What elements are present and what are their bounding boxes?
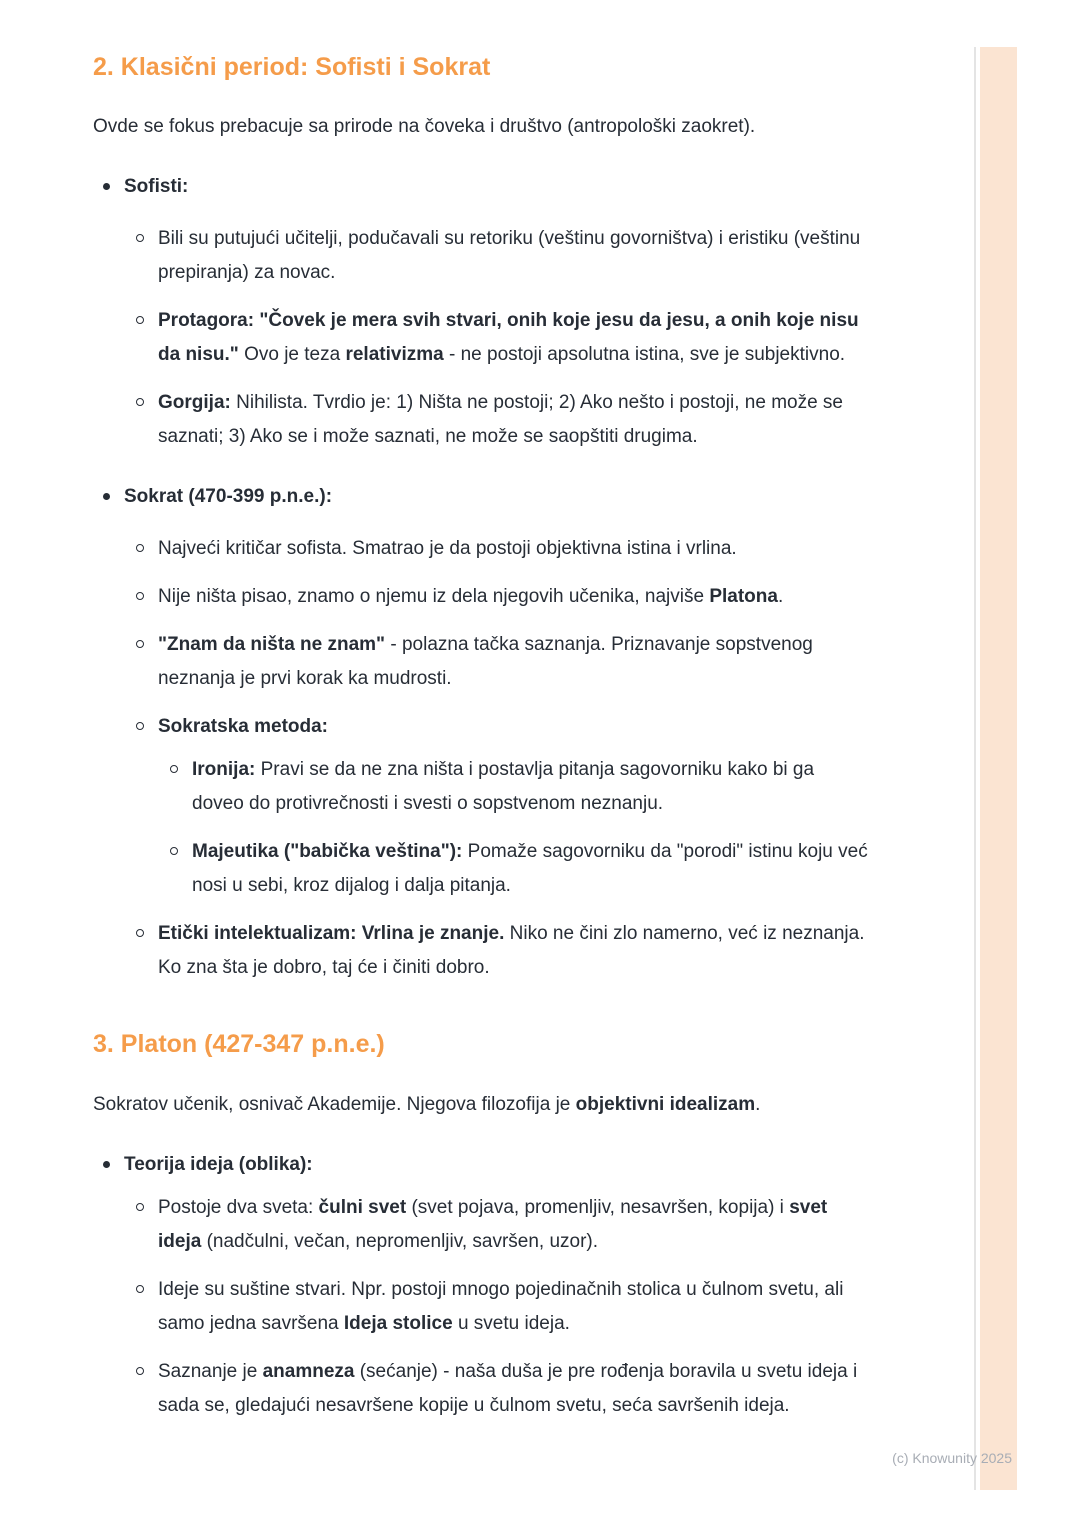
section-2-intro-paragraph: Ovde se fokus prebacuje sa prirode na čoveka i društvo (antropološki zaokret).: [93, 116, 756, 137]
list-item-text: [158, 532, 868, 566]
list-item-sofisti: [93, 170, 868, 204]
circle-bullet-icon: [136, 929, 144, 937]
circle-bullet-icon: [136, 316, 144, 324]
text-segment: (nadčulni, večan, nepromenljiv, savršen, uzor).: [201, 1231, 599, 1252]
circle-bullet-icon: [136, 1285, 144, 1293]
list-item-znam-da-nista-ne-znam: [93, 628, 868, 696]
list-item-sokrat: [93, 480, 868, 514]
list-item-teorija-ideja: [93, 1148, 868, 1182]
list-item-text: [124, 480, 868, 514]
circle-bullet-icon: [136, 592, 144, 600]
list-item-text: [158, 917, 868, 985]
text-segment: Etički intelektualizam: Vrlina je znanje.: [158, 923, 505, 944]
list-item-text: [124, 1148, 868, 1182]
list-item-dva-sveta: [93, 1191, 868, 1259]
text-segment: svet ideja: [158, 1197, 828, 1252]
list-item-text: [158, 304, 868, 372]
list-item-anamneza: [93, 1355, 868, 1423]
circle-bullet-icon: [136, 640, 144, 648]
list-item-text: [158, 580, 868, 614]
text-segment: Pravi se da ne zna ništa i postavlja pitanja sagovorniku kako bi ga doveo do protivrečnosti i svesti o sopstvenom neznanju.: [192, 759, 815, 814]
circle-bullet-icon: [136, 398, 144, 406]
text-segment: Ironija:: [192, 759, 256, 780]
bullet-icon: [103, 493, 110, 500]
text-segment: Sokratska metoda:: [158, 716, 329, 737]
text-segment: Majeutika ("babička veština"):: [192, 841, 463, 862]
text-segment: Postoje dva sveta:: [158, 1197, 319, 1218]
text-segment: Najveći kritičar sofista. Smatrao je da postoji objektivna istina i vrlina.: [158, 538, 737, 559]
list-item-majeutika: [93, 835, 868, 903]
text-segment: u svetu ideja.: [452, 1313, 570, 1334]
list-item-sokratska-metoda: [93, 710, 868, 744]
list-item-text: [158, 710, 868, 744]
list-item-ideja-stolice: [93, 1273, 868, 1341]
list-item-text: [124, 170, 868, 204]
circle-bullet-icon: [136, 1367, 144, 1375]
text-segment: .: [777, 586, 784, 607]
copyright-watermark: (c) Knowunity 2025: [892, 1450, 1012, 1466]
text-segment: Ovo je teza: [238, 344, 346, 365]
text-segment: - ne postoji apsolutna istina, sve je subjektivno.: [443, 344, 846, 365]
text-segment: anamneza: [262, 1361, 355, 1382]
text-segment: Sofisti:: [124, 176, 189, 197]
circle-bullet-icon: [170, 765, 178, 773]
list-item-ironija: [93, 753, 868, 821]
notes-content: [93, 52, 868, 1423]
text-segment: Platona: [709, 586, 778, 607]
list-item-text: [192, 835, 868, 903]
text-segment: - polazna tačka saznanja. Priznavanje sopstvenog neznanja je prvi korak ka mudrosti.: [158, 634, 813, 689]
text-segment: (svet pojava, promenljiv, nesavršen, kopija) i: [406, 1197, 790, 1218]
text-segment: Nije ništa pisao, znamo o njemu iz dela njegovih učenika, najviše: [158, 586, 710, 607]
circle-bullet-icon: [170, 847, 178, 855]
text-segment: Pomaže sagovorniku da "porodi" istinu koju već nosi u sebi, kroz dijalog i dalja pitanja.: [192, 841, 868, 896]
text-segment: Ideje su suštine stvari. Npr. postoji mnogo pojedinačnih stolica u čulnom svetu, ali samo jedna savršena: [158, 1279, 844, 1334]
text-segment: Bili su putujući učitelji, podučavali su retoriku (veštinu govorništva) i eristiku (veštinu prepiranja) za novac.: [158, 228, 861, 283]
list-item-gorgija: [93, 386, 868, 454]
list-item-text: [158, 386, 868, 454]
text-segment: Teorija ideja (oblika):: [124, 1154, 313, 1175]
side-divider-line: [974, 47, 976, 1490]
section-3-heading: 3. Platon (427-347 p.n.e.): [93, 1030, 385, 1058]
text-segment: .: [755, 1094, 761, 1115]
text-segment: Saznanje je: [158, 1361, 263, 1382]
list-item-text: [158, 1273, 868, 1341]
list-item-eticki-intelektualizam: [93, 917, 868, 985]
bullet-icon: [103, 1161, 110, 1168]
list-item-sofisti-ucitelji: [93, 222, 868, 290]
circle-bullet-icon: [136, 722, 144, 730]
list-item-text: [158, 628, 868, 696]
text-segment: (sećanje) - naša duša je pre rođenja boravila u svetu ideja i sada se, gledajući nesavršene kopije u čulnom svetu, seća savršenih ideja.: [158, 1361, 858, 1416]
text-segment: Ideja stolice: [343, 1313, 453, 1334]
list-item-sokrat-nije-pisao: [93, 580, 868, 614]
text-segment: Protagora: "Čovek je mera svih stvari, onih koje jesu da jesu, a onih koje nisu da nisu.": [158, 310, 859, 365]
text-segment: Gorgija:: [158, 392, 231, 413]
list-item-text: [158, 1355, 868, 1423]
section-3-intro-paragraph: [93, 1088, 868, 1122]
list-item-protagora: [93, 304, 868, 372]
circle-bullet-icon: [136, 234, 144, 242]
section-2-heading: 2. Klasični period: Sofisti i Sokrat: [93, 53, 491, 81]
list-item-text: [192, 753, 868, 821]
text-segment: objektivni idealizam: [575, 1094, 756, 1115]
list-item-sokrat-kriticar: [93, 532, 868, 566]
text-segment: Nihilista. Tvrdio je: 1) Ništa ne postoji; 2) Ako nešto i postoji, ne može se saznati; 3) Ako se i može saznati, ne može se saopštiti drugima.: [158, 392, 843, 447]
list-item-text: [158, 1191, 868, 1259]
text-segment: čulni svet: [318, 1197, 407, 1218]
text-segment: relativizma: [345, 344, 444, 365]
circle-bullet-icon: [136, 1203, 144, 1211]
text-segment: "Znam da ništa ne znam": [158, 634, 386, 655]
list-item-text: [158, 222, 868, 290]
text-segment: Niko ne čini zlo namerno, već iz neznanja. Ko zna šta je dobro, taj će i činiti dobro.: [158, 923, 865, 978]
text-segment: Sokratov učenik, osnivač Akademije. Njegova filozofija je: [93, 1094, 576, 1115]
text-segment: Sokrat (470-399 p.n.e.):: [124, 486, 333, 507]
circle-bullet-icon: [136, 544, 144, 552]
bullet-icon: [103, 183, 110, 190]
side-accent-bar: [980, 47, 1017, 1490]
